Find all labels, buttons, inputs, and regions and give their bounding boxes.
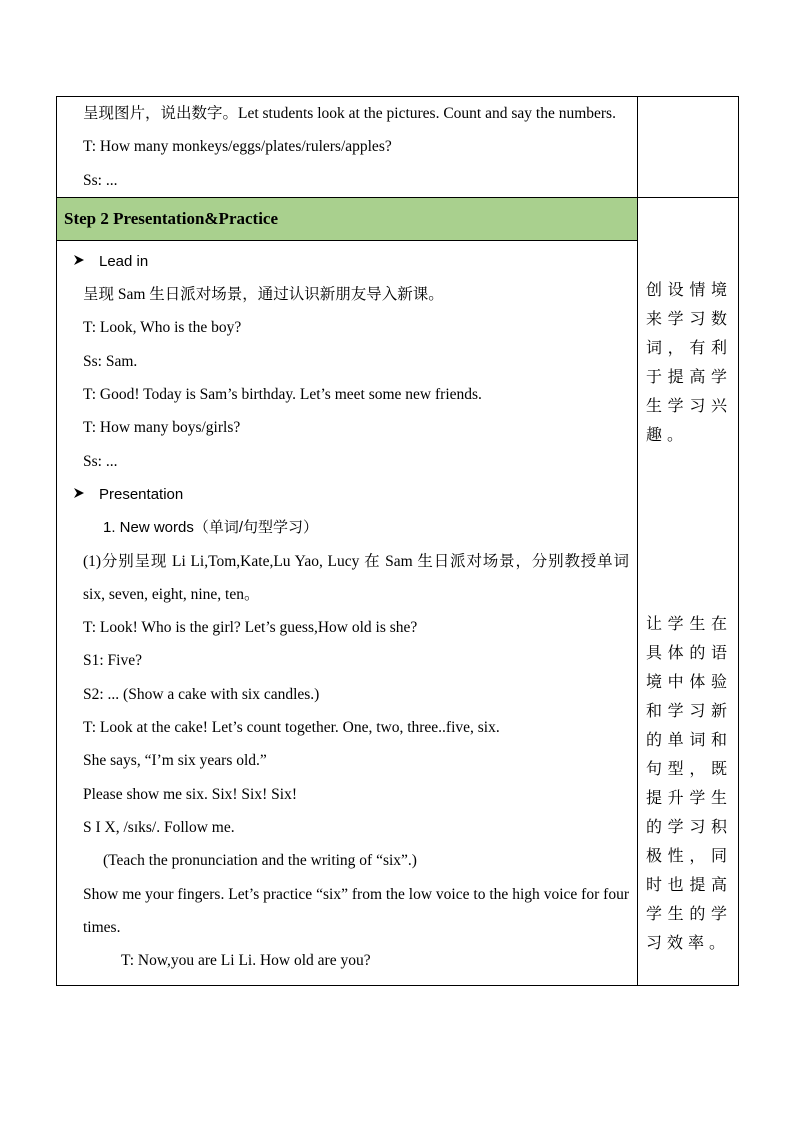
top-question-text: T: How many monkeys/eggs/plates/rulers/apples? [83,138,392,156]
lead-in-line: Ss: Sam. [83,352,138,370]
lead-in-line: T: How many boys/girls? [83,419,241,437]
side-notes-cell [638,197,739,986]
step-title: Step 2 Presentation&Practice [64,208,279,228]
top-answer-text: Ss: ... [83,171,118,189]
presentation-line: She says, “I’m six years old.” [83,752,267,770]
lead-in-line: T: Look, Who is the boy? [83,319,242,337]
table-row [57,197,739,240]
table-row [57,240,739,986]
presentation-line: S2: ... (Show a cake with six candles.) [83,685,320,703]
lead-in-heading-label: Lead in [99,252,149,270]
table-row [57,97,739,198]
presentation-line: T: Look! Who is the girl? Let’s guess,How old is she? [83,619,418,637]
step-header-cell [57,197,638,240]
presentation-line: T: Look at the cake! Let’s count together. One, two, three..five, six. [83,719,500,737]
lead-in-line: T: Good! Today is Sam’s birthday. Let’s meet some new friends. [83,386,482,404]
presentation-line: S I X, /sɪks/. Follow me. [83,818,235,836]
top-intro-text: 呈现图片，说出数字。Let students look at the pictures. Count and say the numbers. [83,105,616,122]
arrow-bullet-icon [73,245,99,278]
presentation-heading-label: Presentation [99,485,184,503]
new-words-subheading: 1. New words（单词/句型学习） [103,519,319,537]
lesson-plan-table [56,96,739,986]
presentation-paragraph-1: (1)分别呈现 Li Li,Tom,Kate,Lu Yao, Lucy 在 Sam 生日派对场景，分别教授单词 six, seven, eight, nine, ten。 [83,552,629,603]
presentation-heading [65,478,629,511]
side-note-1: 创设情境来学习数词，有利于提高学生学习兴趣。 [646,281,732,444]
teach-note: (Teach the pronunciation and the writing of “six”.) [103,852,417,870]
presentation-paragraph-2: Show me your fingers. Let’s practice “six” from the low voice to the high voice for four times. [83,885,629,936]
presentation-line: Please show me six. Six! Six! Six! [83,785,297,803]
side-note-2: 让学生在具体的语境中体验和学习新的单词和句型，既提升学生的学习积极性，同时也提高学生的学习效率。 [646,615,732,952]
presentation-line: S1: Five? [83,652,142,670]
presentation-last-line: T: Now,you are Li Li. How old are you? [121,952,371,970]
top-side-cell [638,97,739,198]
arrow-bullet-icon [73,478,99,511]
lead-in-line: Ss: ... [83,452,118,470]
top-section-cell [57,97,638,198]
main-content-cell [57,240,638,986]
lead-in-line: 呈现 Sam 生日派对场景，通过认识新朋友导入新课。 [83,286,444,304]
lead-in-heading [65,245,629,278]
